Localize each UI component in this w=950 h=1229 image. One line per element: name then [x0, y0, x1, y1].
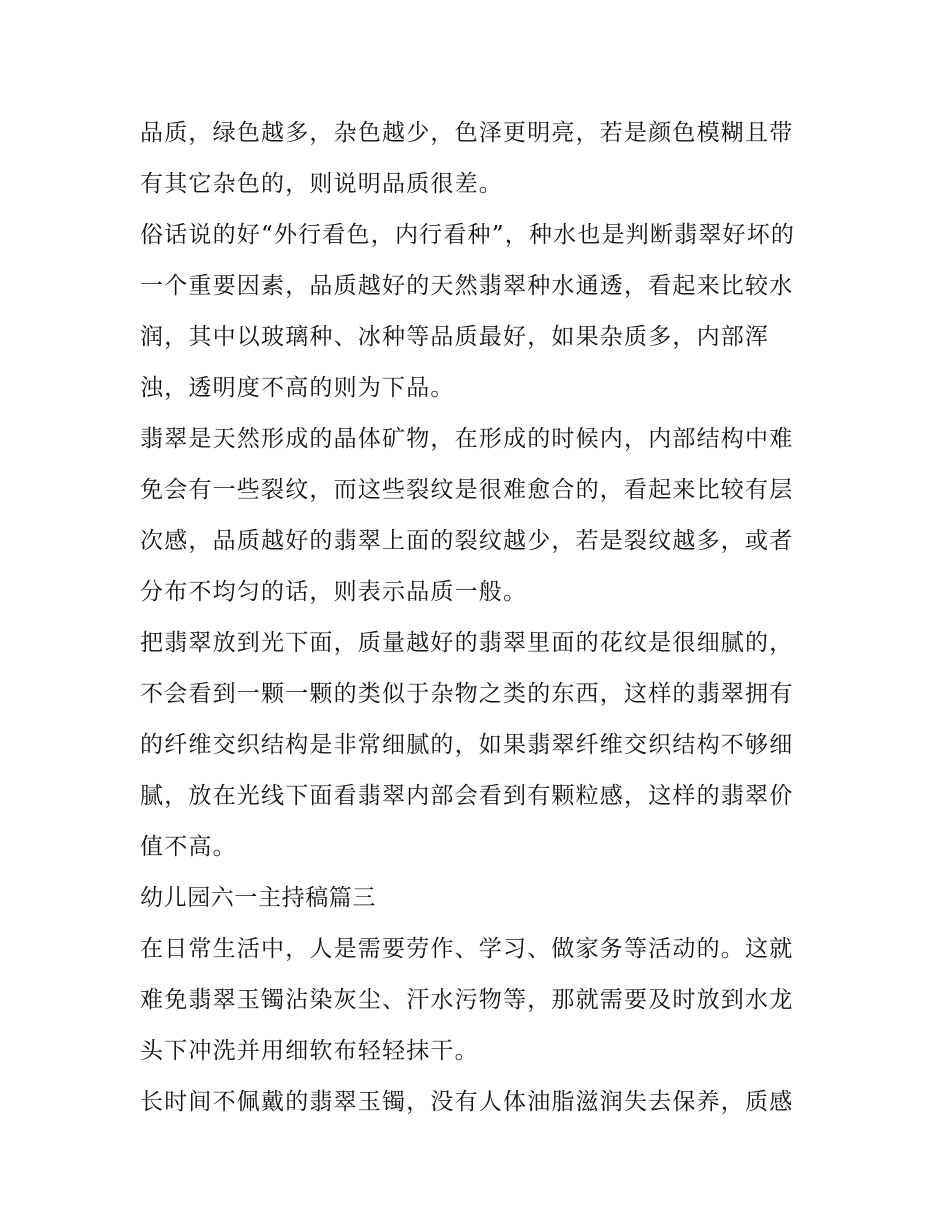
section-heading — [140, 873, 820, 924]
paragraph-cleaning — [140, 924, 820, 1077]
section-heading-text: 幼儿园六一主持稿篇三 — [140, 885, 376, 911]
text-line: 值不高。 — [140, 834, 237, 860]
text-line: 在日常生活中，人是需要劳作、学习、做家务等活动的。这就 — [140, 936, 794, 962]
text-line: 腻，放在光线下面看翡翠内部会看到有颗粒感，这样的翡翠价 — [140, 783, 794, 809]
text-line: 不会看到一颗一颗的类似于杂物之类的东西，这样的翡翠拥有 — [140, 681, 794, 707]
paragraph-maintenance — [140, 1077, 820, 1128]
text-line: 翡翠是天然形成的晶体矿物，在形成的时候内，内部结构中难 — [140, 426, 794, 452]
paragraph-quality-color — [140, 108, 820, 210]
text-line: 分布不均匀的话，则表示品质一般。 — [140, 579, 528, 605]
text-line: 把翡翠放到光下面，质量越好的翡翠里面的花纹是很细腻的， — [140, 630, 794, 656]
document-body — [140, 108, 820, 1128]
text-line: 品质，绿色越多，杂色越少，色泽更明亮，若是颜色模糊且带 — [140, 120, 794, 146]
text-line: 头下冲洗并用细软布轻轻抹干。 — [140, 1038, 479, 1064]
paragraph-water-type — [140, 210, 820, 414]
text-line: 一个重要因素，品质越好的天然翡翠种水通透，看起来比较水 — [140, 273, 794, 299]
text-line: 免会有一些裂纹，而这些裂纹是很难愈合的，看起来比较有层 — [140, 477, 794, 503]
paragraph-texture — [140, 618, 820, 873]
text-line: 难免翡翠玉镯沾染灰尘、汗水污物等，那就需要及时放到水龙 — [140, 987, 794, 1013]
paragraph-cracks — [140, 414, 820, 618]
text-line: 的纤维交织结构是非常细腻的，如果翡翠纤维交织结构不够细 — [140, 732, 794, 758]
text-line: 俗话说的好“外行看色，内行看种”，种水也是判断翡翠好坏的 — [140, 222, 796, 248]
text-line: 有其它杂色的，则说明品质很差。 — [140, 171, 503, 197]
text-line: 浊，透明度不高的则为下品。 — [140, 375, 455, 401]
text-line: 润，其中以玻璃种、冰种等品质最好，如果杂质多，内部浑 — [140, 324, 770, 350]
text-line: 次感，品质越好的翡翠上面的裂纹越少，若是裂纹越多，或者 — [140, 528, 794, 554]
text-line: 长时间不佩戴的翡翠玉镯，没有人体油脂滋润失去保养，质感 — [140, 1089, 794, 1115]
